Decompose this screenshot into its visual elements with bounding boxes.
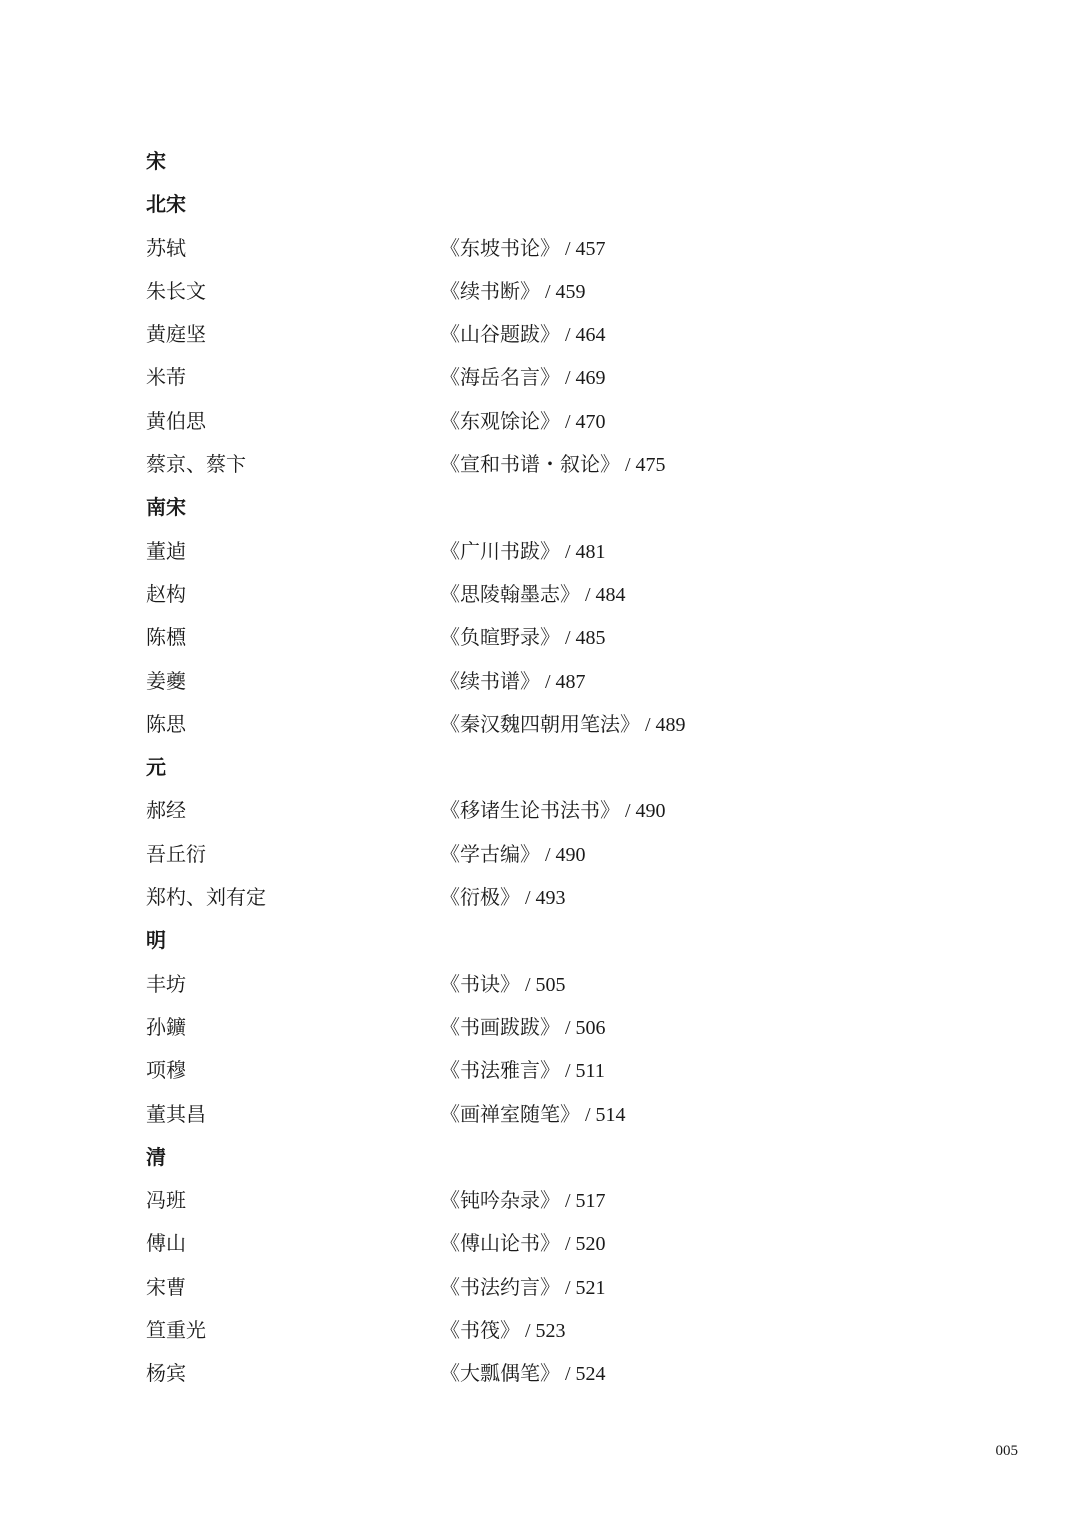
toc-entry [146,1049,1006,1092]
entry-author: 郝经 [146,798,186,823]
entry-work-title: 《书诀》 [440,971,520,996]
table-of-contents [146,140,1006,1396]
entry-page: / 475 [620,454,666,477]
entry-work-title: 《负暄野录》 [440,625,560,650]
entry-page: / 517 [560,1190,606,1213]
entry-page: / 490 [620,800,666,823]
entry-work [440,1266,606,1310]
entry-page: / 493 [520,887,566,910]
entry-work [440,963,566,1007]
toc-entry [146,1006,1006,1049]
toc-entry [146,1266,1006,1309]
section-heading: 清 [146,1144,166,1169]
entry-work-title: 《东坡书论》 [440,235,560,260]
toc-entry [146,1093,1006,1136]
entry-page: / 490 [540,843,586,866]
entry-page: / 514 [580,1103,626,1126]
page-number: 005 [995,1443,1018,1459]
entry-work [440,573,626,617]
entry-author: 孙鑛 [146,1014,186,1039]
section-heading: 南宋 [146,495,186,520]
entry-page: / 457 [560,237,606,260]
entry-work [440,443,666,487]
entry-work-title: 《续书断》 [440,278,540,303]
section-heading: 北宋 [146,192,186,217]
entry-work [440,400,606,444]
entry-work-title: 《书法约言》 [440,1274,560,1299]
section-heading: 元 [146,755,166,780]
entry-work-title: 《画禅室随笔》 [440,1101,580,1126]
entry-page: / 469 [560,367,606,390]
entry-work [440,1179,606,1223]
toc-entry [146,573,1006,616]
toc-entry [146,1179,1006,1222]
entry-author: 米芾 [146,365,186,390]
entry-work-title: 《思陵翰墨志》 [440,581,580,606]
entry-work [440,270,586,314]
entry-page: / 487 [540,670,586,693]
entry-author: 宋曹 [146,1274,186,1299]
entry-work [440,789,666,833]
entry-work [440,660,586,704]
entry-author: 项穆 [146,1058,186,1083]
entry-work-title: 《移诸生论书法书》 [440,798,620,823]
toc-entry [146,400,1006,443]
entry-work-title: 《大瓢偶笔》 [440,1361,560,1386]
toc-entry [146,963,1006,1006]
section-heading: 明 [146,928,166,953]
entry-work [440,1093,626,1137]
entry-work-title: 《傅山论书》 [440,1231,560,1256]
entry-author: 吾丘衍 [146,841,206,866]
entry-work [440,313,606,357]
entry-work-title: 《东观馀论》 [440,408,560,433]
entry-work-title: 《广川书跋》 [440,538,560,563]
entry-work-title: 《海岳名言》 [440,365,560,390]
toc-entry [146,703,1006,746]
entry-work [440,1309,566,1353]
entry-work [440,1049,605,1093]
entry-work-title: 《书法雅言》 [440,1058,560,1083]
toc-entry [146,313,1006,356]
entry-work [440,227,606,271]
entry-author: 黄伯思 [146,408,206,433]
entry-page: / 521 [560,1276,606,1299]
entry-work-title: 《书画跋跋》 [440,1014,560,1039]
toc-entry [146,270,1006,313]
toc-entry [146,356,1006,399]
entry-work-title: 《钝吟杂录》 [440,1188,560,1213]
entry-work [440,1006,606,1050]
entry-work [440,703,686,747]
toc-entry [146,1309,1006,1352]
entry-author: 苏轼 [146,235,186,260]
entry-author: 郑杓、刘有定 [146,885,266,910]
toc-entry [146,227,1006,270]
entry-work [440,616,606,660]
entry-page: / 520 [560,1233,606,1256]
entry-page: / 524 [560,1363,606,1386]
entry-work [440,876,566,920]
toc-entry [146,1222,1006,1265]
toc-entry [146,833,1006,876]
entry-page: / 459 [540,280,586,303]
entry-author: 蔡京、蔡卞 [146,452,246,477]
entry-work-title: 《书筏》 [440,1318,520,1343]
entry-page: / 523 [520,1320,566,1343]
entry-work [440,530,606,574]
entry-author: 笪重光 [146,1318,206,1343]
toc-entry [146,876,1006,919]
entry-author: 朱长文 [146,278,206,303]
entry-author: 董逌 [146,538,186,563]
entry-page: / 511 [560,1060,605,1083]
entry-work [440,1352,606,1396]
entry-work [440,833,586,877]
toc-entry [146,1352,1006,1395]
entry-author: 赵构 [146,581,186,606]
section-heading: 宋 [146,149,166,173]
entry-work [440,356,606,400]
entry-work-title: 《山谷题跋》 [440,322,560,347]
entry-author: 黄庭坚 [146,322,206,347]
entry-work-title: 《续书谱》 [440,668,540,693]
toc-entry [146,530,1006,573]
entry-page: / 506 [560,1016,606,1039]
entry-author: 姜夔 [146,668,186,693]
entry-author: 冯班 [146,1188,186,1213]
entry-work-title: 《宣和书谱・叙论》 [440,452,620,477]
entry-work-title: 《学古编》 [440,841,540,866]
entry-author: 杨宾 [146,1361,186,1386]
entry-page: / 489 [640,713,686,736]
toc-entry [146,660,1006,703]
toc-entry [146,789,1006,832]
entry-page: / 505 [520,973,566,996]
entry-page: / 470 [560,410,606,433]
entry-author: 丰坊 [146,971,186,996]
entry-page: / 464 [560,324,606,347]
entry-author: 董其昌 [146,1101,206,1126]
entry-page: / 481 [560,540,606,563]
entry-work [440,1222,606,1266]
toc-entry [146,616,1006,659]
entry-work-title: 《衍极》 [440,885,520,910]
toc-entry [146,443,1006,486]
entry-author: 陈思 [146,711,186,736]
entry-author: 陈槱 [146,625,186,650]
entry-author: 傅山 [146,1231,186,1256]
entry-work-title: 《秦汉魏四朝用笔法》 [440,711,640,736]
entry-page: / 484 [580,583,626,606]
entry-page: / 485 [560,627,606,650]
